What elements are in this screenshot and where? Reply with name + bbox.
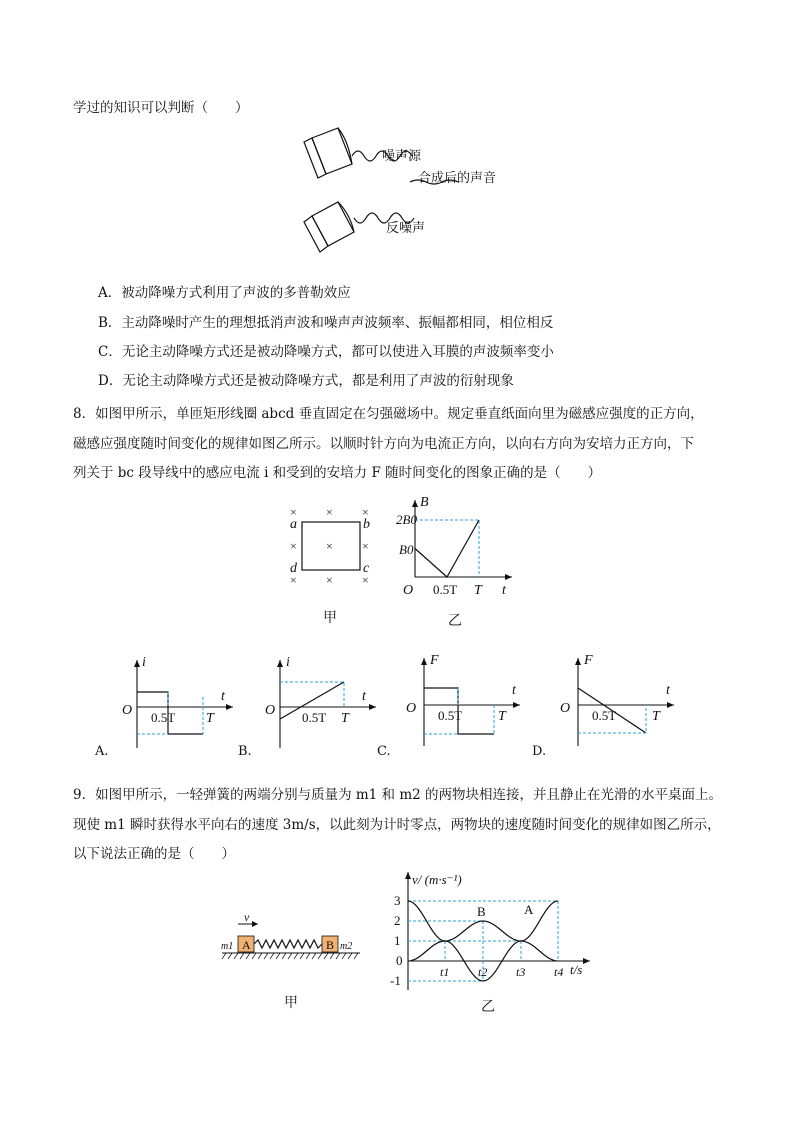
b-t-graph (390, 492, 530, 632)
spring (254, 940, 322, 948)
x-tick-half-t: 0.5T (592, 708, 617, 723)
option-a-graph[interactable] (115, 652, 240, 752)
origin-label: O (406, 701, 417, 716)
question-8-line-1: 8．如图甲所示，单匝矩形线圈 abcd 垂直固定在匀强磁场中。规定垂直纸面向里为磁感应强度的正方向， (73, 406, 704, 422)
question-7-stem-end: 学过的知识可以判断（ ） (73, 100, 249, 116)
y-axis-label: v/ (m·s⁻¹) (412, 872, 462, 887)
mass-2-label: m2 (340, 941, 353, 952)
curve-label-b: B (477, 904, 486, 919)
x-axis-label: t/s (570, 962, 583, 977)
spring-blocks-figure (218, 910, 368, 1020)
origin-label: O (403, 583, 414, 598)
x-tick-t1: t1 (440, 965, 450, 979)
field-mark: × (326, 505, 333, 519)
mass-1-label: m1 (221, 941, 234, 952)
combined-sound-label: 合成后的声音 (418, 170, 497, 185)
x-tick-half-t: 0.5T (438, 708, 463, 723)
x-axis-label: t (502, 583, 506, 598)
question-8-line-3: 列关于 bc 段导线中的感应电流 i 和受到的安培力 F 随时间变化的图象正确的是（ ） (73, 465, 602, 481)
noise-source-horn (304, 128, 352, 178)
origin-label: O (560, 701, 571, 716)
y-tick-b0: B0 (399, 542, 414, 557)
x-tick-t3: t3 (516, 965, 526, 979)
field-mark: × (362, 505, 369, 519)
block-b-label: B (326, 938, 335, 952)
y-axis-label: F (584, 653, 593, 668)
velocity-label: v (244, 910, 250, 924)
coil-figure (280, 500, 380, 630)
y-tick-2: 2 (394, 913, 401, 928)
x-tick-t: T (498, 709, 506, 724)
table-hatching (222, 953, 358, 959)
y-axis-label: F (430, 653, 439, 668)
v-t-graph (378, 868, 598, 1018)
y-tick-minus-1: -1 (390, 973, 401, 988)
origin-label: 0 (396, 953, 403, 968)
field-mark: × (290, 573, 297, 587)
field-mark: × (326, 573, 333, 587)
corner-a: a (290, 517, 297, 532)
x-tick-t2: t2 (478, 965, 488, 979)
q8-option-c-letter[interactable]: C. (377, 744, 391, 759)
x-tick-t: T (474, 583, 482, 598)
field-mark: × (290, 505, 297, 519)
corner-d: d (290, 561, 297, 576)
q7-option-a[interactable]: A．被动降噪方式利用了声波的多普勒效应 (98, 285, 351, 301)
q8-option-a-letter[interactable]: A. (95, 744, 109, 759)
y-tick-1: 1 (394, 933, 401, 948)
noise-source-label: 噪声源 (382, 148, 422, 163)
x-tick-half-t: 0.5T (151, 710, 176, 725)
corner-c: c (363, 561, 370, 576)
b-t-series-line (415, 520, 479, 577)
option-b-graph[interactable] (258, 652, 383, 752)
origin-label: O (122, 703, 133, 718)
x-tick-t: T (341, 711, 349, 726)
field-mark: × (326, 539, 333, 553)
field-mark: × (290, 539, 297, 553)
noise-cancellation-figure (290, 120, 530, 260)
y-axis-label: i (142, 655, 146, 670)
option-c-graph[interactable] (402, 650, 527, 750)
figure-caption-jia: 甲 (323, 611, 337, 626)
question-8-line-2: 磁感应强度随时间变化的规律如图乙所示。以顺时针方向为电流正方向，以向右方向为安培力正方向，下 (73, 436, 694, 452)
x-tick-t: T (206, 711, 214, 726)
x-tick-half-t: 0.5T (302, 710, 327, 725)
q8-option-b-letter[interactable]: B. (238, 744, 252, 759)
figure-caption-yi: 乙 (481, 1000, 495, 1015)
field-mark: × (362, 539, 369, 553)
field-mark: × (362, 573, 369, 587)
x-tick-half-t: 0.5T (433, 582, 458, 597)
corner-b: b (363, 517, 370, 532)
y-axis-label: i (286, 655, 290, 670)
y-tick-3: 3 (394, 893, 401, 908)
question-9-line-1: 9．如图甲所示，一轻弹簧的两端分别与质量为 m1 和 m2 的两物块相连接，并且静止在光滑的水平桌面上。 (73, 787, 723, 803)
q7-option-d[interactable]: D．无论主动降噪方式还是被动降噪方式，都是利用了声波的衍射现象 (98, 373, 514, 389)
y-axis-label: B (420, 495, 429, 510)
question-9-line-2: 现使 m1 瞬时获得水平向右的速度 3m/s，以此刻为计时零点，两物块的速度随时间变化的规律如图乙所示， (73, 817, 721, 833)
q7-option-c[interactable]: C．无论主动降噪方式还是被动降噪方式，都可以使进入耳膜的声波频率变小 (98, 344, 554, 360)
option-d-graph[interactable] (556, 650, 681, 750)
x-axis-label: t (221, 689, 225, 704)
q8-option-d-letter[interactable]: D. (532, 744, 547, 759)
y-tick-2b0: 2B0 (396, 512, 417, 527)
anti-noise-horn (304, 202, 354, 252)
x-tick-t: T (652, 709, 660, 724)
x-axis-label: t (362, 689, 366, 704)
question-9-line-3: 以下说法正确的是（ ） (73, 846, 235, 862)
x-axis-label: t (512, 683, 516, 698)
x-tick-t4: t4 (554, 965, 564, 979)
curve-label-a: A (524, 902, 534, 917)
origin-label: O (265, 703, 276, 718)
figure-caption-jia: 甲 (284, 996, 298, 1011)
q7-option-b[interactable]: B．主动降噪时产生的理想抵消声波和噪声声波频率、振幅都相同，相位相反 (98, 315, 554, 331)
anti-noise-label: 反噪声 (386, 220, 426, 235)
figure-caption-yi: 乙 (448, 614, 462, 629)
block-a-label: A (242, 938, 251, 952)
x-axis-label: t (666, 683, 670, 698)
